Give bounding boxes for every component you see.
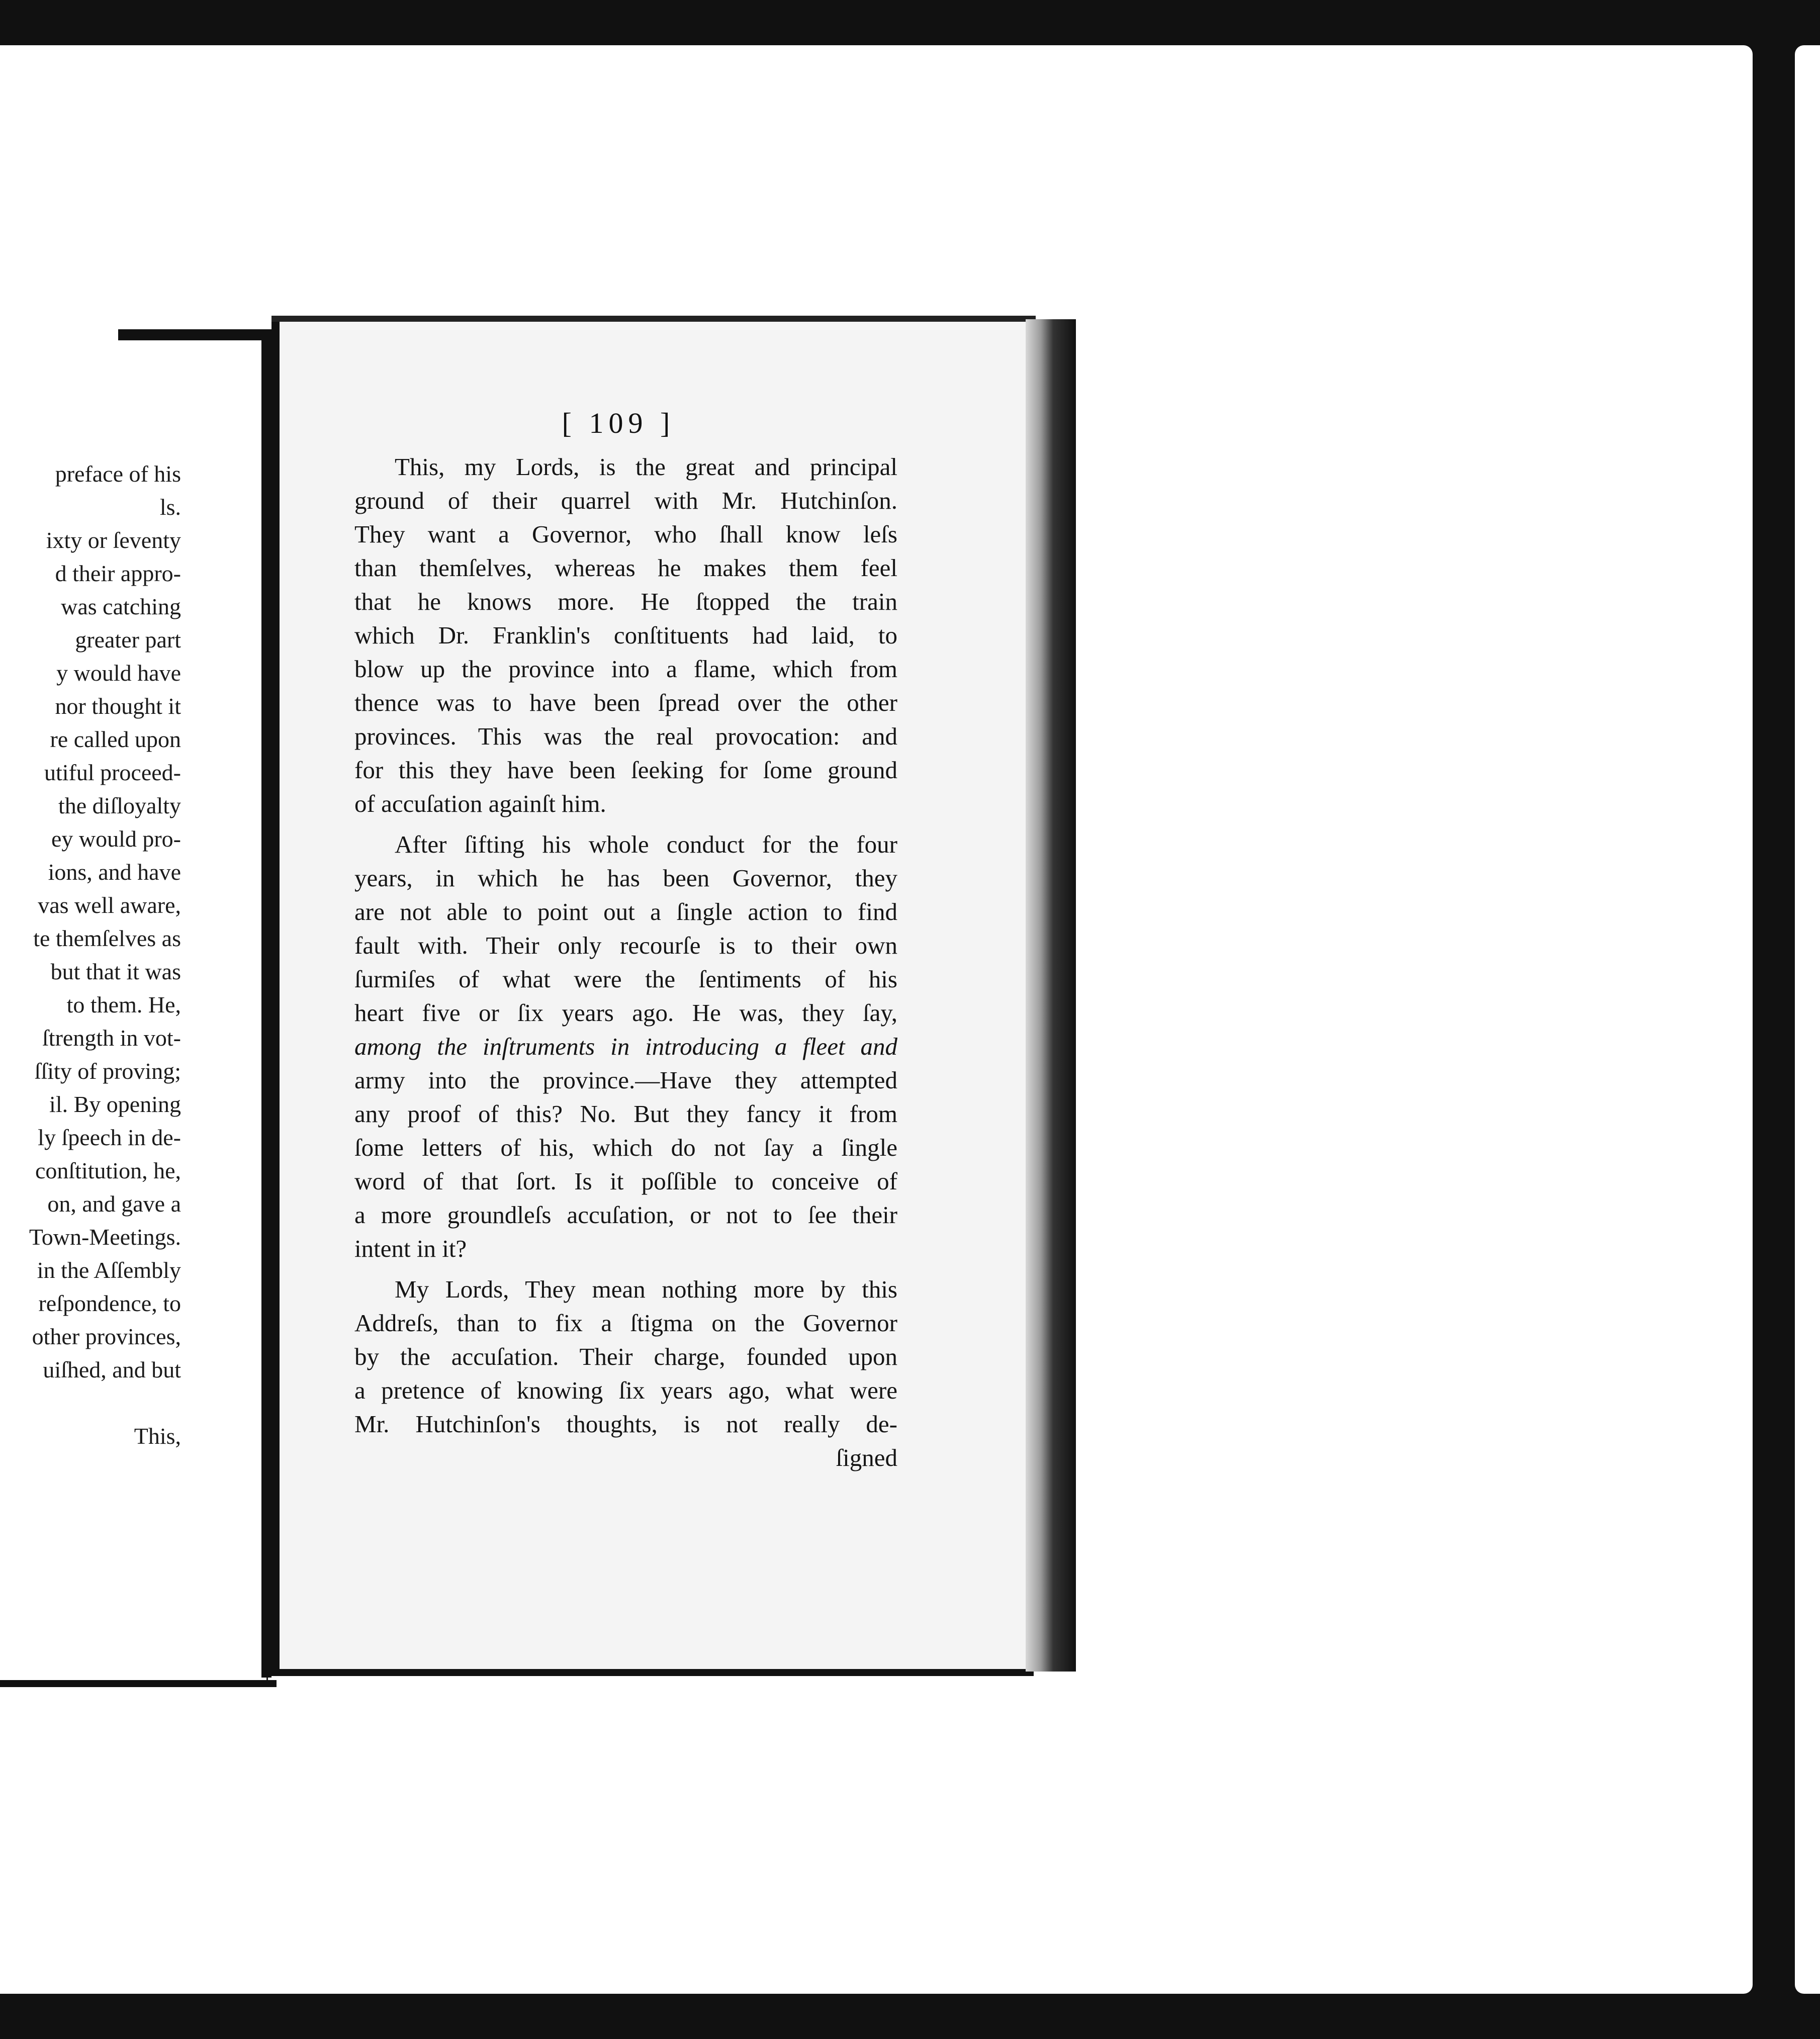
text-line: Mr. Hutchinſon's thoughts, is not really de- xyxy=(354,1410,897,1438)
text-line: ſurmiſes of what were the ſentiments of his xyxy=(354,965,897,993)
text-line: This, my Lords, is the great and principal xyxy=(395,453,897,481)
left-line: te themſelves as xyxy=(33,925,181,951)
left-line: ixty or ſeventy xyxy=(46,527,181,553)
left-line: in the Aſſembly xyxy=(37,1257,181,1283)
text-line: thence was to have been ſpread over the other xyxy=(354,689,897,716)
left-line xyxy=(0,1386,181,1420)
text-line: years, in which he has been Governor, they xyxy=(354,864,897,892)
text-line: provinces. This was the real provocation: and xyxy=(354,722,897,750)
text-line: Addreſs, than to fix a ſtigma on the Governor xyxy=(354,1309,897,1337)
left-line: utiful proceed- xyxy=(44,760,181,785)
text-line: They want a Governor, who ſhall know leſs xyxy=(354,520,897,548)
text-line: than themſelves, whereas he makes them feel xyxy=(354,554,897,582)
text-line: that he knows more. He ſtopped the train xyxy=(354,588,897,615)
left-line: vas well aware, xyxy=(38,892,181,918)
text-line: My Lords, They mean nothing more by this xyxy=(395,1275,897,1303)
left-line: to them. He, xyxy=(66,992,181,1017)
text-line: heart five or ſix years ago. He was, they ſay, xyxy=(354,999,897,1027)
left-line: nor thought it xyxy=(55,693,181,719)
left-line: but that it was xyxy=(50,959,181,984)
text-line: by the accuſation. Their charge, founded upon xyxy=(354,1343,897,1370)
page-fore-edge xyxy=(1026,319,1076,1672)
book-gutter xyxy=(261,338,271,1678)
italic-text-line: among the inſtruments in introducing a fleet and xyxy=(354,1033,897,1060)
adjacent-frame-edge xyxy=(1795,45,1820,1994)
left-line: ſtrength in vot- xyxy=(42,1025,181,1051)
text-line: any proof of this? No. But they fancy it from xyxy=(354,1100,897,1128)
page-number: [ 109 ] xyxy=(562,407,675,439)
text-line: After ſifting his whole conduct for the four xyxy=(395,830,897,858)
text-line: ground of their quarrel with Mr. Hutchinſon. xyxy=(354,487,897,514)
text-line: for this they have been ſeeking for ſome ground xyxy=(354,756,897,784)
left-page-text xyxy=(0,457,181,1453)
left-line: other provinces, xyxy=(32,1324,181,1349)
left-line: conſtitution, he, xyxy=(35,1158,181,1183)
left-line: uiſhed, and but xyxy=(43,1357,181,1382)
left-line: il. By opening xyxy=(49,1091,181,1117)
left-line: preface of his xyxy=(55,461,181,487)
left-catchword: This, xyxy=(134,1423,181,1449)
left-line: greater part xyxy=(75,627,181,653)
left-line: on, and gave a xyxy=(47,1191,181,1217)
text-line: a more groundleſs accuſation, or not to ſee their xyxy=(354,1201,897,1229)
left-line: was catching xyxy=(61,594,181,619)
binding-shadow-bottom xyxy=(0,1680,277,1687)
text-line: army into the province.—Have they attempted xyxy=(354,1066,897,1094)
text-line: blow up the province into a flame, which from xyxy=(354,655,897,683)
left-line: re called upon xyxy=(50,726,181,752)
text-line: ſome letters of his, which do not ſay a ſingle xyxy=(354,1134,897,1161)
left-line: d their appro- xyxy=(55,561,181,586)
left-line: ly ſpeech in de- xyxy=(38,1125,181,1150)
text-line: are not able to point out a ſingle action to find xyxy=(354,898,897,925)
left-line: the diſloyalty xyxy=(58,793,181,818)
left-line: ſſity of proving; xyxy=(34,1058,181,1084)
left-line: ls. xyxy=(159,494,181,520)
text-line: which Dr. Franklin's conſtituents had laid, to xyxy=(354,621,897,649)
text-line: a pretence of knowing ſix years ago, what were xyxy=(354,1376,897,1404)
text-line: intent in it? xyxy=(354,1235,467,1262)
catchword: ſigned xyxy=(836,1444,897,1471)
right-page-text xyxy=(354,450,897,1474)
left-line: y would have xyxy=(56,660,181,686)
left-line: ey would pro- xyxy=(51,826,181,852)
text-line: word of that ſort. Is it poſſible to conceive of xyxy=(354,1167,897,1195)
left-line: reſpondence, to xyxy=(38,1290,181,1316)
text-line: of accuſation againſt him. xyxy=(354,790,606,817)
left-line: Town-Meetings. xyxy=(29,1224,181,1250)
left-line: ions, and have xyxy=(48,859,181,885)
text-line: fault with. Their only recourſe is to their own xyxy=(354,932,897,959)
